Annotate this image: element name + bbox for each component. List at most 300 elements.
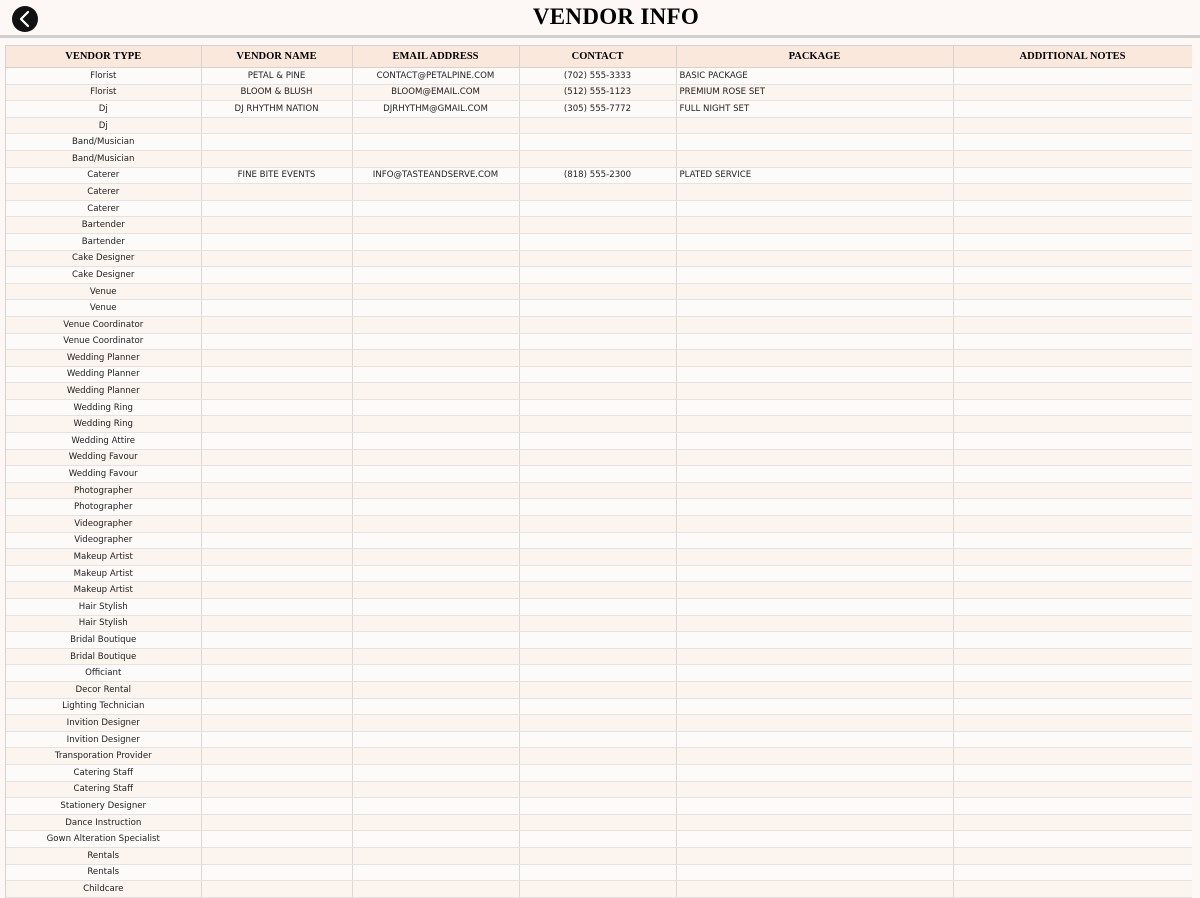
cell-additional-notes[interactable] [953, 283, 1192, 300]
cell-email-address[interactable] [352, 200, 519, 217]
cell-email-address[interactable] [352, 300, 519, 317]
cell-additional-notes[interactable] [953, 532, 1192, 549]
cell-package[interactable] [676, 184, 953, 201]
cell-contact[interactable] [519, 416, 676, 433]
cell-vendor-type[interactable]: Caterer [6, 184, 201, 201]
cell-additional-notes[interactable] [953, 466, 1192, 483]
cell-vendor-type[interactable]: Dance Instruction [6, 814, 201, 831]
cell-vendor-type[interactable]: Makeup Artist [6, 582, 201, 599]
cell-additional-notes[interactable] [953, 781, 1192, 798]
cell-additional-notes[interactable] [953, 814, 1192, 831]
cell-email-address[interactable] [352, 582, 519, 599]
cell-email-address[interactable] [352, 499, 519, 516]
cell-package[interactable] [676, 217, 953, 234]
cell-vendor-name[interactable] [201, 399, 352, 416]
cell-contact[interactable] [519, 184, 676, 201]
cell-additional-notes[interactable] [953, 68, 1192, 85]
cell-vendor-type[interactable]: Band/Musician [6, 150, 201, 167]
cell-email-address[interactable] [352, 781, 519, 798]
cell-vendor-type[interactable]: Rentals [6, 864, 201, 881]
cell-vendor-type[interactable]: Florist [6, 68, 201, 85]
cell-contact[interactable] [519, 864, 676, 881]
cell-additional-notes[interactable] [953, 847, 1192, 864]
cell-email-address[interactable] [352, 798, 519, 815]
cell-vendor-name[interactable] [201, 184, 352, 201]
cell-email-address[interactable] [352, 482, 519, 499]
cell-contact[interactable] [519, 814, 676, 831]
cell-email-address[interactable] [352, 731, 519, 748]
cell-email-address[interactable] [352, 864, 519, 881]
cell-package[interactable] [676, 399, 953, 416]
cell-contact[interactable] [519, 847, 676, 864]
cell-contact[interactable] [519, 499, 676, 516]
cell-additional-notes[interactable] [953, 681, 1192, 698]
cell-package[interactable] [676, 267, 953, 284]
cell-email-address[interactable] [352, 383, 519, 400]
cell-vendor-name[interactable] [201, 599, 352, 616]
cell-email-address[interactable] [352, 814, 519, 831]
cell-vendor-name[interactable] [201, 814, 352, 831]
cell-package[interactable] [676, 881, 953, 898]
cell-additional-notes[interactable] [953, 449, 1192, 466]
cell-package[interactable] [676, 516, 953, 533]
cell-additional-notes[interactable] [953, 549, 1192, 566]
cell-vendor-name[interactable] [201, 715, 352, 732]
cell-package[interactable] [676, 466, 953, 483]
cell-vendor-name[interactable] [201, 681, 352, 698]
cell-email-address[interactable] [352, 449, 519, 466]
cell-additional-notes[interactable] [953, 350, 1192, 367]
cell-email-address[interactable] [352, 350, 519, 367]
cell-vendor-type[interactable]: Wedding Attire [6, 433, 201, 450]
cell-email-address[interactable] [352, 615, 519, 632]
cell-vendor-type[interactable]: Wedding Ring [6, 399, 201, 416]
cell-email-address[interactable] [352, 466, 519, 483]
cell-contact[interactable] [519, 648, 676, 665]
cell-vendor-name[interactable] [201, 482, 352, 499]
cell-package[interactable] [676, 350, 953, 367]
cell-additional-notes[interactable] [953, 516, 1192, 533]
cell-additional-notes[interactable] [953, 117, 1192, 134]
cell-additional-notes[interactable] [953, 366, 1192, 383]
cell-additional-notes[interactable] [953, 200, 1192, 217]
cell-vendor-name[interactable]: FINE BITE EVENTS [201, 167, 352, 184]
cell-vendor-name[interactable] [201, 698, 352, 715]
cell-package[interactable] [676, 416, 953, 433]
cell-email-address[interactable] [352, 565, 519, 582]
cell-vendor-name[interactable] [201, 864, 352, 881]
cell-contact[interactable] [519, 283, 676, 300]
cell-contact[interactable] [519, 350, 676, 367]
cell-additional-notes[interactable] [953, 565, 1192, 582]
cell-vendor-type[interactable]: Invition Designer [6, 731, 201, 748]
cell-contact[interactable] [519, 748, 676, 765]
cell-contact[interactable] [519, 764, 676, 781]
cell-additional-notes[interactable] [953, 731, 1192, 748]
column-header-additional-notes[interactable]: ADDITIONAL NOTES [953, 46, 1192, 68]
cell-contact[interactable] [519, 333, 676, 350]
cell-vendor-type[interactable]: Hair Stylish [6, 615, 201, 632]
cell-package[interactable] [676, 599, 953, 616]
cell-vendor-name[interactable] [201, 466, 352, 483]
cell-additional-notes[interactable] [953, 615, 1192, 632]
cell-additional-notes[interactable] [953, 764, 1192, 781]
cell-package[interactable] [676, 831, 953, 848]
cell-package[interactable] [676, 283, 953, 300]
cell-email-address[interactable] [352, 333, 519, 350]
cell-additional-notes[interactable] [953, 798, 1192, 815]
cell-vendor-type[interactable]: Transporation Provider [6, 748, 201, 765]
cell-vendor-type[interactable]: Cake Designer [6, 250, 201, 267]
cell-additional-notes[interactable] [953, 698, 1192, 715]
cell-vendor-type[interactable]: Decor Rental [6, 681, 201, 698]
cell-package[interactable] [676, 549, 953, 566]
cell-vendor-name[interactable] [201, 200, 352, 217]
cell-vendor-type[interactable]: Venue [6, 300, 201, 317]
cell-package[interactable] [676, 798, 953, 815]
cell-contact[interactable] [519, 632, 676, 649]
cell-vendor-type[interactable]: Band/Musician [6, 134, 201, 151]
cell-vendor-type[interactable]: Caterer [6, 167, 201, 184]
cell-vendor-type[interactable]: Wedding Favour [6, 466, 201, 483]
cell-email-address[interactable] [352, 516, 519, 533]
cell-contact[interactable] [519, 267, 676, 284]
cell-vendor-name[interactable] [201, 847, 352, 864]
cell-package[interactable] [676, 233, 953, 250]
cell-contact[interactable] [519, 150, 676, 167]
cell-vendor-type[interactable]: Gown Alteration Specialist [6, 831, 201, 848]
cell-additional-notes[interactable] [953, 582, 1192, 599]
cell-additional-notes[interactable] [953, 233, 1192, 250]
cell-vendor-type[interactable]: Invition Designer [6, 715, 201, 732]
cell-additional-notes[interactable] [953, 482, 1192, 499]
cell-contact[interactable] [519, 681, 676, 698]
cell-vendor-name[interactable] [201, 117, 352, 134]
cell-vendor-type[interactable]: Hair Stylish [6, 599, 201, 616]
cell-email-address[interactable]: BLOOM@EMAIL.COM [352, 84, 519, 101]
cell-vendor-name[interactable] [201, 316, 352, 333]
cell-additional-notes[interactable] [953, 383, 1192, 400]
cell-vendor-type[interactable]: Cake Designer [6, 267, 201, 284]
cell-contact[interactable] [519, 831, 676, 848]
cell-vendor-name[interactable] [201, 665, 352, 682]
cell-package[interactable] [676, 764, 953, 781]
cell-package[interactable] [676, 150, 953, 167]
cell-package[interactable] [676, 632, 953, 649]
cell-contact[interactable] [519, 582, 676, 599]
cell-email-address[interactable] [352, 150, 519, 167]
cell-package[interactable] [676, 648, 953, 665]
cell-email-address[interactable] [352, 681, 519, 698]
cell-contact[interactable]: (512) 555-1123 [519, 84, 676, 101]
cell-vendor-type[interactable]: Venue Coordinator [6, 333, 201, 350]
cell-vendor-name[interactable] [201, 582, 352, 599]
cell-email-address[interactable]: INFO@TASTEANDSERVE.COM [352, 167, 519, 184]
cell-package[interactable] [676, 250, 953, 267]
cell-contact[interactable] [519, 549, 676, 566]
cell-email-address[interactable] [352, 748, 519, 765]
cell-vendor-type[interactable]: Photographer [6, 499, 201, 516]
cell-contact[interactable] [519, 366, 676, 383]
cell-package[interactable] [676, 300, 953, 317]
cell-package[interactable] [676, 200, 953, 217]
cell-additional-notes[interactable] [953, 399, 1192, 416]
cell-additional-notes[interactable] [953, 748, 1192, 765]
cell-contact[interactable] [519, 383, 676, 400]
cell-contact[interactable] [519, 615, 676, 632]
cell-vendor-name[interactable] [201, 416, 352, 433]
cell-vendor-type[interactable]: Dj [6, 101, 201, 118]
cell-contact[interactable] [519, 217, 676, 234]
cell-additional-notes[interactable] [953, 101, 1192, 118]
cell-vendor-type[interactable]: Bridal Boutique [6, 648, 201, 665]
cell-package[interactable] [676, 316, 953, 333]
cell-email-address[interactable] [352, 399, 519, 416]
cell-email-address[interactable] [352, 632, 519, 649]
cell-package[interactable] [676, 731, 953, 748]
cell-vendor-type[interactable]: Bartender [6, 217, 201, 234]
cell-vendor-name[interactable] [201, 731, 352, 748]
cell-email-address[interactable] [352, 433, 519, 450]
cell-package[interactable] [676, 383, 953, 400]
cell-vendor-name[interactable] [201, 267, 352, 284]
cell-additional-notes[interactable] [953, 864, 1192, 881]
cell-email-address[interactable] [352, 532, 519, 549]
cell-email-address[interactable] [352, 549, 519, 566]
cell-additional-notes[interactable] [953, 416, 1192, 433]
cell-additional-notes[interactable] [953, 316, 1192, 333]
cell-vendor-name[interactable] [201, 499, 352, 516]
cell-email-address[interactable] [352, 648, 519, 665]
cell-additional-notes[interactable] [953, 831, 1192, 848]
cell-email-address[interactable] [352, 881, 519, 898]
cell-vendor-type[interactable]: Catering Staff [6, 781, 201, 798]
cell-email-address[interactable] [352, 698, 519, 715]
column-header-package[interactable]: PACKAGE [676, 46, 953, 68]
cell-vendor-name[interactable] [201, 831, 352, 848]
cell-contact[interactable] [519, 516, 676, 533]
cell-email-address[interactable] [352, 233, 519, 250]
cell-vendor-type[interactable]: Wedding Ring [6, 416, 201, 433]
cell-vendor-name[interactable] [201, 300, 352, 317]
cell-vendor-name[interactable] [201, 532, 352, 549]
cell-package[interactable]: PLATED SERVICE [676, 167, 953, 184]
cell-vendor-type[interactable]: Wedding Favour [6, 449, 201, 466]
cell-vendor-name[interactable] [201, 233, 352, 250]
cell-vendor-type[interactable]: Dj [6, 117, 201, 134]
cell-contact[interactable] [519, 781, 676, 798]
cell-email-address[interactable] [352, 665, 519, 682]
cell-vendor-type[interactable]: Wedding Planner [6, 350, 201, 367]
cell-vendor-type[interactable]: Childcare [6, 881, 201, 898]
cell-additional-notes[interactable] [953, 150, 1192, 167]
cell-vendor-type[interactable]: Caterer [6, 200, 201, 217]
column-header-vendor-name[interactable]: VENDOR NAME [201, 46, 352, 68]
cell-vendor-type[interactable]: Videographer [6, 532, 201, 549]
cell-additional-notes[interactable] [953, 632, 1192, 649]
cell-vendor-name[interactable] [201, 366, 352, 383]
cell-package[interactable] [676, 781, 953, 798]
cell-email-address[interactable] [352, 217, 519, 234]
cell-contact[interactable] [519, 233, 676, 250]
cell-vendor-name[interactable] [201, 433, 352, 450]
cell-vendor-name[interactable]: DJ RHYTHM NATION [201, 101, 352, 118]
cell-package[interactable] [676, 333, 953, 350]
cell-vendor-name[interactable] [201, 449, 352, 466]
cell-vendor-name[interactable] [201, 383, 352, 400]
cell-email-address[interactable] [352, 366, 519, 383]
cell-package[interactable] [676, 433, 953, 450]
cell-contact[interactable] [519, 134, 676, 151]
cell-package[interactable] [676, 864, 953, 881]
cell-vendor-name[interactable]: BLOOM & BLUSH [201, 84, 352, 101]
column-header-email-address[interactable]: EMAIL ADDRESS [352, 46, 519, 68]
cell-email-address[interactable] [352, 267, 519, 284]
column-header-vendor-type[interactable]: VENDOR TYPE [6, 46, 201, 68]
vendor-sheet[interactable] [5, 45, 1192, 898]
cell-email-address[interactable] [352, 117, 519, 134]
cell-contact[interactable]: (305) 555-7772 [519, 101, 676, 118]
cell-vendor-type[interactable]: Officiant [6, 665, 201, 682]
cell-email-address[interactable] [352, 316, 519, 333]
cell-package[interactable] [676, 847, 953, 864]
cell-vendor-type[interactable]: Videographer [6, 516, 201, 533]
cell-contact[interactable] [519, 117, 676, 134]
cell-email-address[interactable] [352, 250, 519, 267]
cell-vendor-name[interactable] [201, 516, 352, 533]
cell-package[interactable]: BASIC PACKAGE [676, 68, 953, 85]
cell-vendor-type[interactable]: Wedding Planner [6, 383, 201, 400]
cell-email-address[interactable] [352, 599, 519, 616]
cell-additional-notes[interactable] [953, 599, 1192, 616]
cell-contact[interactable] [519, 200, 676, 217]
cell-additional-notes[interactable] [953, 217, 1192, 234]
cell-contact[interactable] [519, 665, 676, 682]
cell-vendor-name[interactable] [201, 798, 352, 815]
cell-vendor-name[interactable] [201, 150, 352, 167]
cell-package[interactable] [676, 681, 953, 698]
cell-vendor-type[interactable]: Stationery Designer [6, 798, 201, 815]
cell-email-address[interactable] [352, 847, 519, 864]
cell-contact[interactable] [519, 599, 676, 616]
cell-email-address[interactable] [352, 184, 519, 201]
cell-contact[interactable] [519, 482, 676, 499]
cell-vendor-type[interactable]: Makeup Artist [6, 549, 201, 566]
cell-additional-notes[interactable] [953, 433, 1192, 450]
cell-email-address[interactable]: DJRHYTHM@GMAIL.COM [352, 101, 519, 118]
cell-package[interactable] [676, 615, 953, 632]
cell-contact[interactable] [519, 433, 676, 450]
cell-vendor-name[interactable] [201, 350, 352, 367]
cell-package[interactable] [676, 532, 953, 549]
cell-vendor-type[interactable]: Wedding Planner [6, 366, 201, 383]
cell-vendor-type[interactable]: Photographer [6, 482, 201, 499]
cell-contact[interactable] [519, 466, 676, 483]
cell-email-address[interactable]: CONTACT@PETALPINE.COM [352, 68, 519, 85]
cell-email-address[interactable] [352, 764, 519, 781]
cell-package[interactable] [676, 117, 953, 134]
cell-vendor-name[interactable] [201, 217, 352, 234]
cell-vendor-type[interactable]: Rentals [6, 847, 201, 864]
cell-vendor-type[interactable]: Bartender [6, 233, 201, 250]
cell-vendor-name[interactable] [201, 781, 352, 798]
cell-additional-notes[interactable] [953, 250, 1192, 267]
cell-additional-notes[interactable] [953, 300, 1192, 317]
cell-vendor-name[interactable] [201, 250, 352, 267]
cell-vendor-name[interactable] [201, 283, 352, 300]
cell-package[interactable]: FULL NIGHT SET [676, 101, 953, 118]
cell-package[interactable] [676, 715, 953, 732]
cell-vendor-type[interactable]: Makeup Artist [6, 565, 201, 582]
cell-contact[interactable] [519, 316, 676, 333]
cell-vendor-type[interactable]: Bridal Boutique [6, 632, 201, 649]
cell-vendor-name[interactable] [201, 565, 352, 582]
cell-vendor-type[interactable]: Lighting Technician [6, 698, 201, 715]
cell-package[interactable]: PREMIUM ROSE SET [676, 84, 953, 101]
cell-vendor-name[interactable]: PETAL & PINE [201, 68, 352, 85]
cell-contact[interactable] [519, 715, 676, 732]
cell-package[interactable] [676, 814, 953, 831]
cell-vendor-type[interactable]: Florist [6, 84, 201, 101]
cell-contact[interactable] [519, 881, 676, 898]
cell-contact[interactable] [519, 250, 676, 267]
cell-package[interactable] [676, 134, 953, 151]
cell-additional-notes[interactable] [953, 84, 1192, 101]
cell-contact[interactable] [519, 399, 676, 416]
cell-contact[interactable] [519, 565, 676, 582]
cell-additional-notes[interactable] [953, 648, 1192, 665]
cell-contact[interactable] [519, 698, 676, 715]
cell-contact[interactable] [519, 449, 676, 466]
cell-contact[interactable] [519, 798, 676, 815]
cell-vendor-name[interactable] [201, 134, 352, 151]
cell-vendor-type[interactable]: Catering Staff [6, 764, 201, 781]
cell-package[interactable] [676, 565, 953, 582]
cell-additional-notes[interactable] [953, 499, 1192, 516]
cell-vendor-type[interactable]: Venue Coordinator [6, 316, 201, 333]
cell-contact[interactable]: (702) 555-3333 [519, 68, 676, 85]
cell-vendor-name[interactable] [201, 632, 352, 649]
cell-contact[interactable]: (818) 555-2300 [519, 167, 676, 184]
cell-additional-notes[interactable] [953, 881, 1192, 898]
cell-package[interactable] [676, 366, 953, 383]
cell-additional-notes[interactable] [953, 333, 1192, 350]
cell-email-address[interactable] [352, 416, 519, 433]
cell-package[interactable] [676, 698, 953, 715]
cell-package[interactable] [676, 482, 953, 499]
cell-vendor-name[interactable] [201, 333, 352, 350]
cell-additional-notes[interactable] [953, 715, 1192, 732]
cell-email-address[interactable] [352, 283, 519, 300]
cell-email-address[interactable] [352, 715, 519, 732]
cell-additional-notes[interactable] [953, 665, 1192, 682]
cell-vendor-name[interactable] [201, 748, 352, 765]
cell-package[interactable] [676, 449, 953, 466]
cell-contact[interactable] [519, 300, 676, 317]
cell-contact[interactable] [519, 532, 676, 549]
cell-vendor-name[interactable] [201, 549, 352, 566]
cell-additional-notes[interactable] [953, 167, 1192, 184]
cell-additional-notes[interactable] [953, 134, 1192, 151]
cell-vendor-type[interactable]: Venue [6, 283, 201, 300]
column-header-contact[interactable]: CONTACT [519, 46, 676, 68]
cell-package[interactable] [676, 665, 953, 682]
cell-vendor-name[interactable] [201, 881, 352, 898]
cell-package[interactable] [676, 748, 953, 765]
cell-email-address[interactable] [352, 831, 519, 848]
cell-additional-notes[interactable] [953, 184, 1192, 201]
cell-vendor-name[interactable] [201, 615, 352, 632]
